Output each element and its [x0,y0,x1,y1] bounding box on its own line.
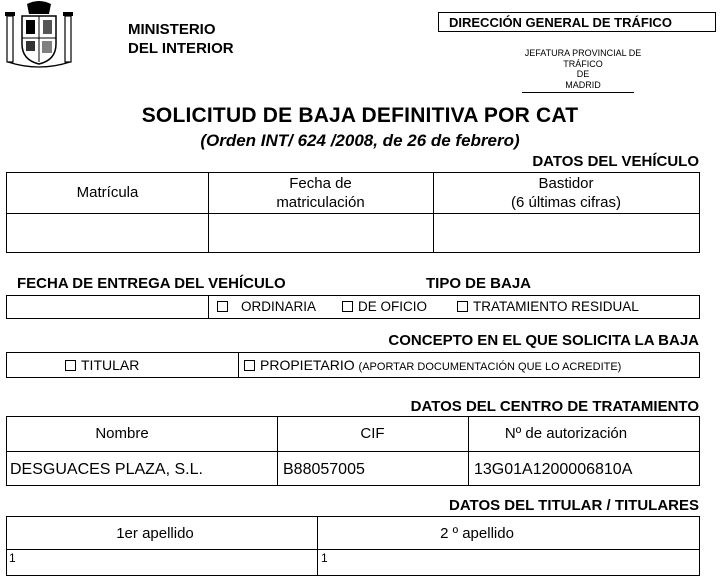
fecha-entrega-label: FECHA DE ENTREGA DEL VEHÍCULO [17,275,286,292]
value-cif[interactable]: B88057005 [283,461,365,478]
titulares-table [6,516,700,576]
value-nombre[interactable]: DESGUACES PLAZA, S.L. [10,461,203,478]
option-de-oficio[interactable] [342,299,427,314]
ministry-line-2: DEL INTERIOR [128,40,234,57]
tratamiento-table [6,416,700,486]
matricula-field[interactable] [7,214,208,252]
tipo-baja-box [6,295,700,319]
page-subtitle: (Orden INT/ 624 /2008, de 26 de febrero) [200,131,520,150]
option-tratamiento-residual[interactable] [457,299,639,314]
option-ordinaria[interactable] [217,299,316,314]
checkbox-icon[interactable] [457,301,468,312]
row1-primer-apellido[interactable]: 1 [9,551,16,565]
bastidor-field[interactable] [434,214,699,252]
option-propietario[interactable] [244,357,621,373]
tipo-baja-label: TIPO DE BAJA [426,275,532,292]
option-ordinaria-label: ORDINARIA [241,299,317,314]
header-autorizacion: Nº de autorización [504,425,628,442]
header-primer-apellido: 1er apellido [116,525,194,542]
checkbox-icon[interactable] [217,301,228,312]
col-bastidor-line-2: (6 últimas cifras) [510,194,622,211]
option-propietario-label: PROPIETARIO [260,357,355,373]
ministry-line-1: MINISTERIO [128,21,216,38]
checkbox-icon[interactable] [65,360,76,371]
jefatura-line-4: MADRID [565,79,601,90]
propietario-note: (APORTAR DOCUMENTACIÓN QUE LO ACREDITE) [358,361,622,373]
ministry-name [128,20,234,58]
checkbox-icon[interactable] [342,301,353,312]
vehicle-section-title: DATOS DEL VEHÍCULO [532,153,699,170]
col-bastidor-line-1: Bastidor [538,175,594,192]
coat-of-arms-icon [2,0,76,70]
concepto-box [6,352,700,378]
fecha-matriculacion-field[interactable] [209,214,433,252]
col-fecha-matriculacion [208,174,433,212]
dgt-header-box: DIRECCIÓN GENERAL DE TRÁFICO [438,12,716,32]
vehicle-table [6,172,700,253]
page-title: SOLICITUD DE BAJA DEFINITIVA POR CAT [141,104,579,127]
tratamiento-section-title: DATOS DEL CENTRO DE TRATAMIENTO [410,398,699,415]
col-fecha-line-1: Fecha de [289,175,352,192]
divider [7,549,699,550]
divider [208,296,209,318]
col-fecha-line-2: matriculación [276,194,365,211]
divider [238,353,239,377]
col-bastidor [433,174,699,212]
header-segundo-apellido: 2 º apellido [440,525,514,542]
col-matricula: Matrícula [76,184,139,201]
concepto-section-title: CONCEPTO EN EL QUE SOLICITA LA BAJA [388,332,699,349]
header-cif: CIF [360,425,385,442]
value-autorizacion[interactable]: 13G01A1200006810A [474,461,633,478]
option-titular-label: TITULAR [81,357,140,373]
jefatura-line-3: DE [576,69,590,79]
jefatura-underline [522,92,634,93]
fecha-entrega-field[interactable] [7,296,208,318]
titulares-section-title: DATOS DEL TITULAR / TITULARES [449,497,699,514]
jefatura-line-2: TRÁFICO [563,58,603,69]
option-titular[interactable] [65,357,139,373]
divider [7,451,699,452]
jefatura-block [508,48,658,90]
header-nombre: Nombre [95,425,149,442]
row1-segundo-apellido[interactable]: 1 [321,551,328,565]
option-tratamiento-label: TRATAMIENTO RESIDUAL [473,299,639,314]
checkbox-icon[interactable] [244,360,255,371]
jefatura-line-1: JEFATURA PROVINCIAL DE [524,48,642,58]
option-de-oficio-label: DE OFICIO [358,299,428,314]
